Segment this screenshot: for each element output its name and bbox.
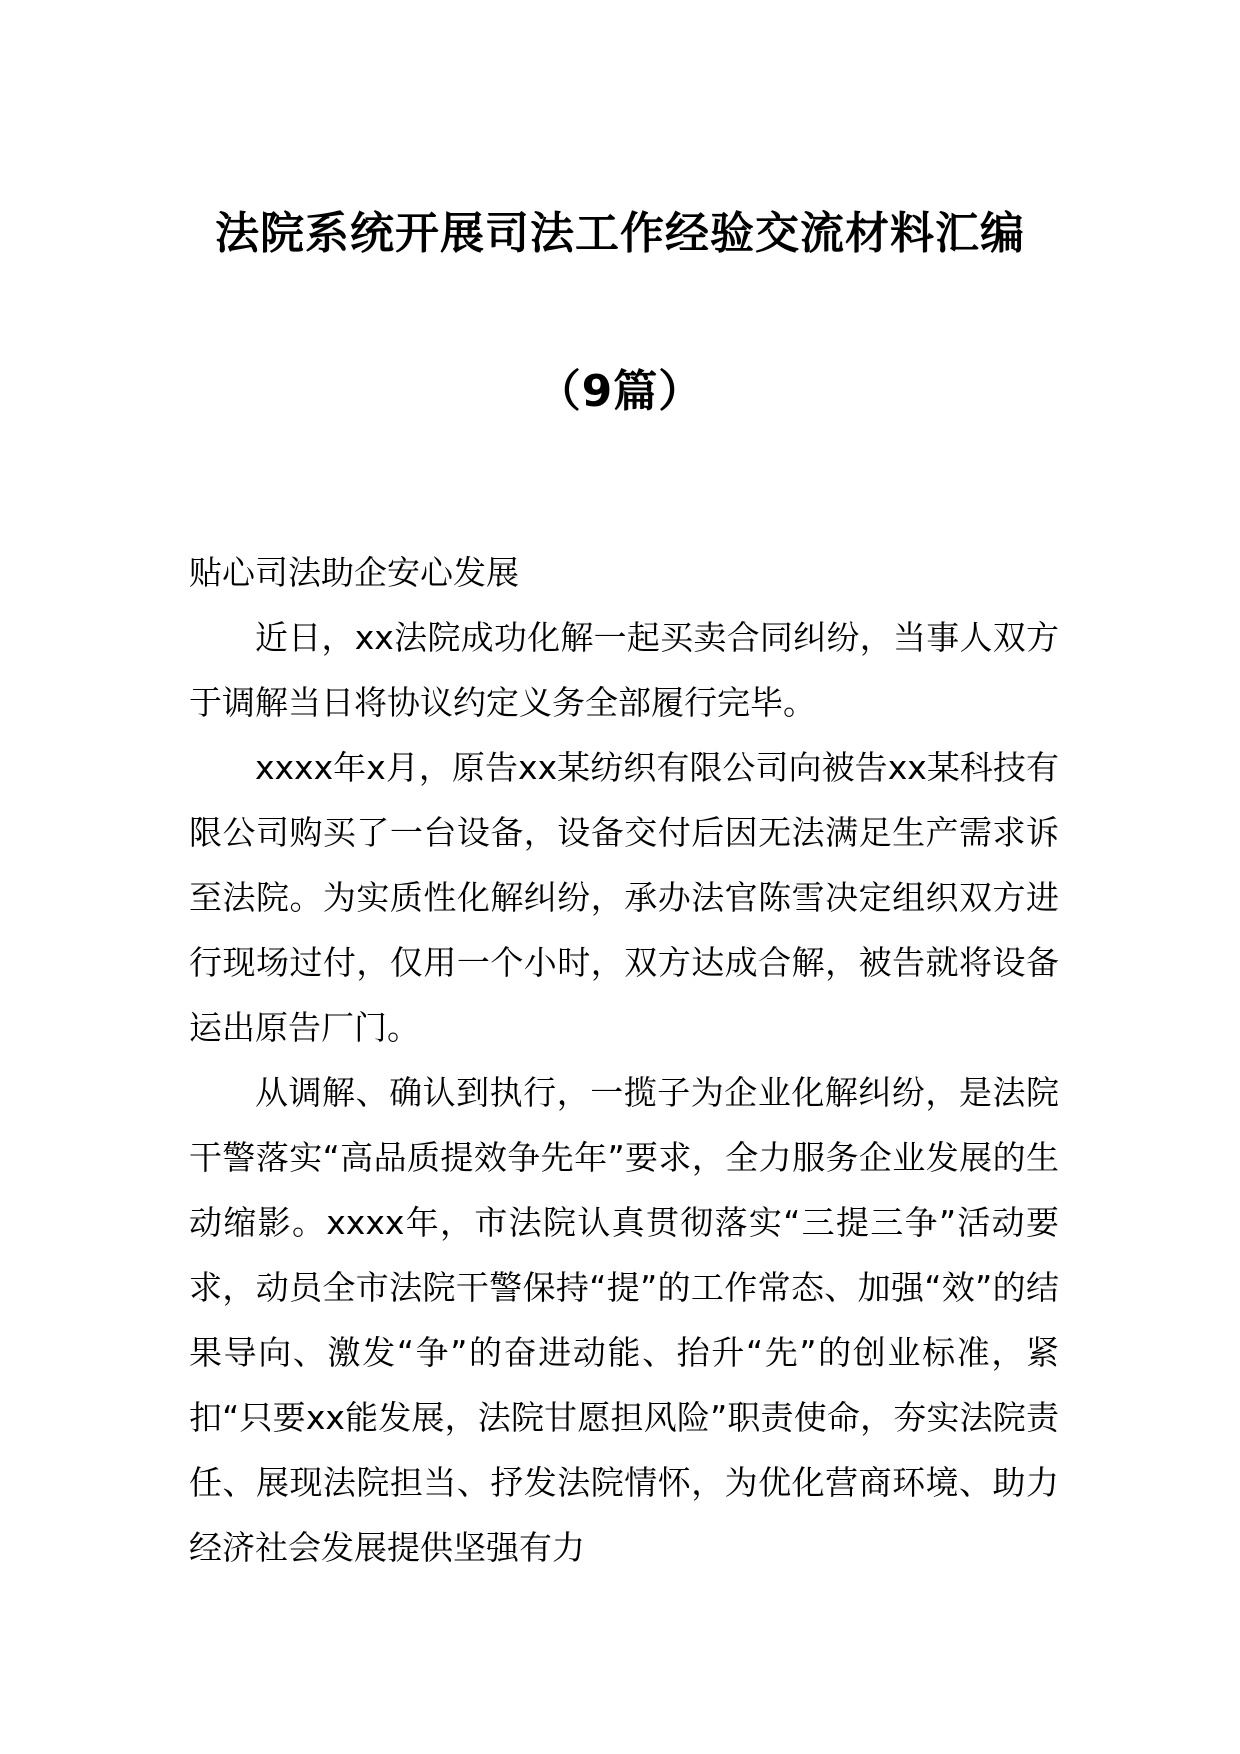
paragraph: 近日，xx法院成功化解一起买卖合同纠纷，当事人双方于调解当日将协议约定义务全部履行完毕。 [189,618,1059,722]
section-heading: 贴心司法助企安心发展 [189,553,519,592]
document-body [189,540,1059,1580]
document-subtitle: （9篇） [536,366,704,417]
paragraph: xxxx年x月，原告xx某纺织有限公司向被告xx某科技有限公司购买了一台设备，设备交付后因无法满足生产需求诉至法院。为实质性化解纠纷，承办法官陈雪决定组织双方进行现场过付，仅用一个小时，双方达成合解，被告就将设备运出原告厂门。 [189,748,1059,1047]
document-title: 法院系统开展司法工作经验交流材料汇编 [215,208,1025,259]
paragraph: 从调解、确认到执行，一揽子为企业化解纠纷，是法院干警落实“高品质提效争先年”要求，全力服务企业发展的生动缩影。xxxx年，市法院认真贯彻落实“三提三争”活动要求，动员全市法院干警保持“提”的工作常态、加强“效”的结果导向、激发“争”的奋进动能、抬升“先”的创业标准，紧扣“只要xx能发展，法院甘愿担风险”职责使命，夯实法院责任、展现法院担当、抒发法院情怀，为优化营商环境、助力经济社会发展提供坚强有力 [189,1073,1059,1567]
